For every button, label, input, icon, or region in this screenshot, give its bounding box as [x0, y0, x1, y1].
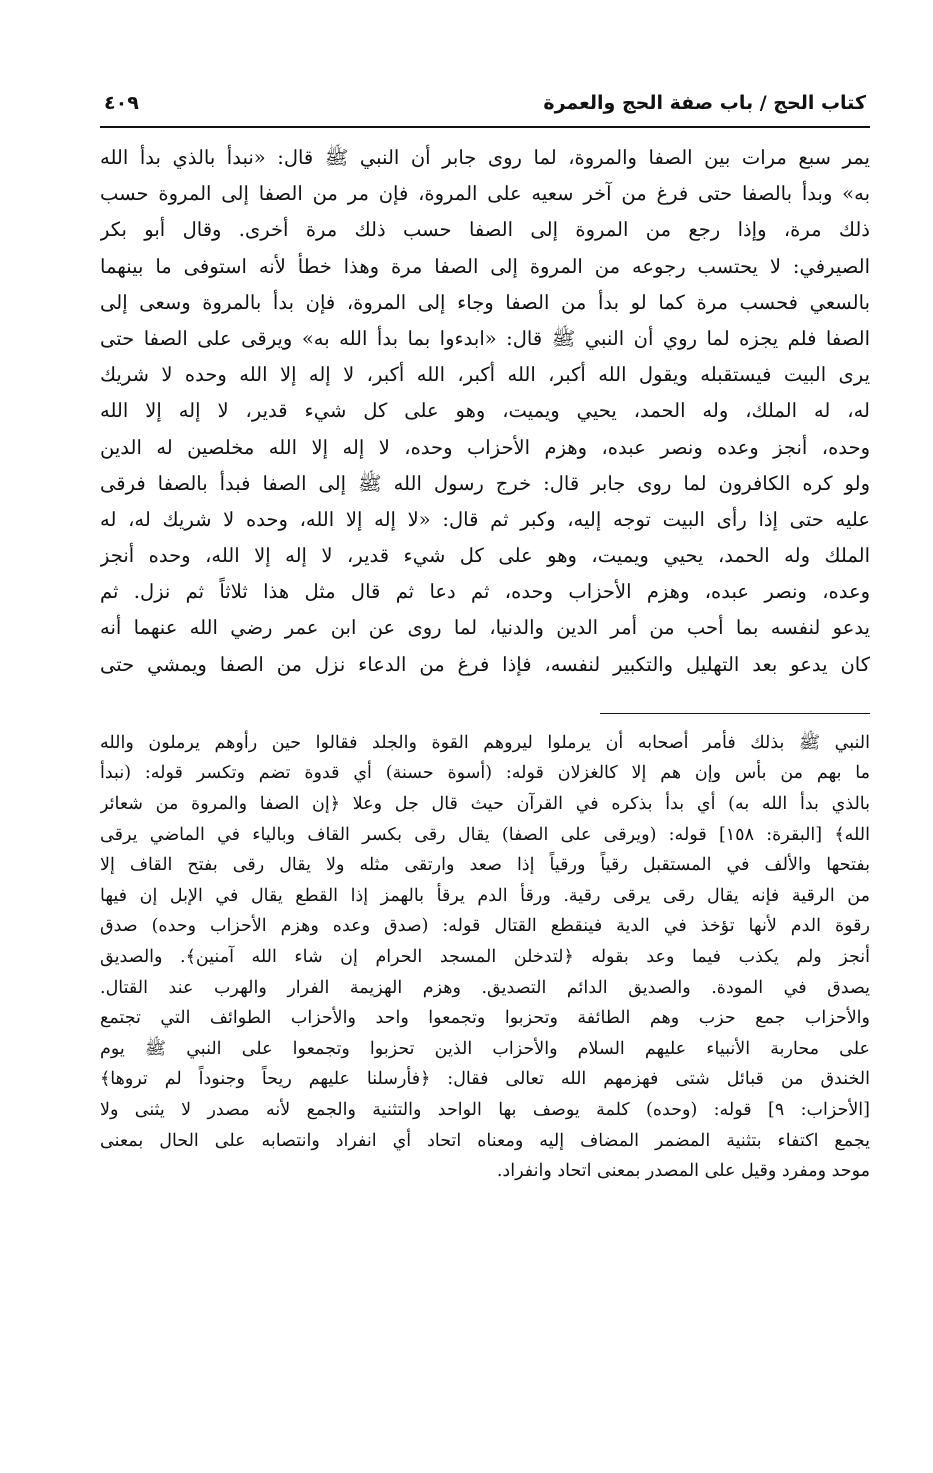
main-text-line: ولو كره الكافرون لما روى جابر قال: خرج رسول الله ﷺ إلى الصفا فبدأ بالصفا فرقى — [100, 471, 870, 495]
footnote-line: يصدق في المودة. والصديق الدائم التصديق. وهزم الهزيمة الفرار والهرب عند القتال. — [100, 977, 870, 998]
footnotes — [100, 728, 870, 1187]
footnote-line: الخندق من قبائل شتى فهزمهم الله تعالى فقال: ﴿فأرسلنا عليهم ريحاً وجنوداً لم تروها﴾ — [100, 1069, 870, 1090]
footnote-line: على محاربة الأنبياء عليهم السلام والأحزاب الذين تحزبوا وتجمعوا على النبي ﷺ يوم — [100, 1038, 870, 1059]
running-header — [100, 92, 870, 128]
footnote-line: يجمع اكتفاء بتثنية المضمر المضاف إليه ومعناه اتحاد أي انفراد وانتصابه على الحال بمعنى — [100, 1130, 870, 1151]
main-text-line: وحده، أنجز وعده ونصر عبده، وهزم الأحزاب وحده، لا إله إلا الله مخلصين له الدين — [100, 435, 870, 459]
main-text-line: وعده، ونصر عبده، وهزم الأحزاب وحده، ثم دعا ثم قال مثل هذا ثلاثاً ثم نزل. ثم — [100, 580, 870, 604]
main-text-line: يرى البيت فيستقبله ويقول الله أكبر، الله أكبر، الله أكبر، لا إله إلا الله وحده لا شريك — [100, 363, 870, 387]
page-number: ٤٠٩ — [104, 92, 139, 114]
main-text-line: يدعو لنفسه بما أحب من أمر الدين والدنيا، لما روى عن ابن عمر رضي الله عنهما أنه — [100, 616, 870, 640]
chapter-title: كتاب الحج / باب صفة الحج والعمرة — [543, 92, 866, 114]
footnote-line: النبي ﷺ بذلك فأمر أصحابه أن يرملوا ليروهم القوة والجلد فقالوا حين رأوهم يرملون والله — [100, 732, 870, 753]
main-text-line: عليه حتى إذا رأى البيت توجه إليه، وكبر ثم قال: «لا إله إلا الله، وحده لا شريك له، له — [100, 507, 870, 531]
main-text-line: بالسعي فحسب مرة كما لو بدأ من الصفا وجاء إلى المروة، فإن بدأ بالمروة وسعى إلى — [100, 290, 870, 314]
footnote-line: من الرقية فإنه يقال رقى يرقى رقية. ورقأ الدم يرقأ بالهمز إذا القطع يقال في الإبل إن فيها — [100, 885, 870, 906]
main-text-line: يمر سبع مرات بين الصفا والمروة، لما روى جابر أن النبي ﷺ قال: «نبدأ بالذي بدأ الله — [100, 146, 870, 169]
main-text-line: الصفا فلم يجزه لما روي أن النبي ﷺ قال: «ابدءوا بما بدأ الله به» ويرقى على الصفا حتى — [100, 326, 870, 350]
footnote-line: ما بهم من بأس وإن هم إلا كالغزلان قوله: (أسوة حسنة) أي قدوة تضم وتكسر قوله: (نبدأ — [100, 763, 870, 784]
footnote-line: رقوة الدم لأنها تؤخذ في الدية فينقطع القتال قوله: (صدق وعده وهزم الأحزاب وحده) صدق — [100, 916, 870, 937]
footnote-divider — [600, 713, 870, 714]
main-text — [100, 140, 870, 683]
footnote-line: أنجز ولم يكذب فيما وعد بقوله ﴿لتدخلن المسجد الحرام إن شاء الله آمنين﴾. والصديق — [100, 946, 870, 967]
footnote-line: [الأحزاب: ٩] قوله: (وحده) كلمة يوصف بها الواحد والتثنية والجمع لأنه مصدر لا يثنى ولا — [100, 1099, 870, 1120]
main-text-line: ذلك مرة، وإذا رجع من المروة إلى الصفا حسب ذلك مرة أخرى. وقال أبو بكر — [100, 218, 870, 242]
footnote-line: بفتحها والألف في المستقبل رقياً ورقياً إذا صعد وارتقى مثله ولا يقال رقى بفتح القاف إلا — [100, 855, 870, 876]
main-text-line: الصيرفي: لا يحتسب رجوعه من المروة إلى الصفا مرة وهذا خطأ لأنه استوفى ما بينهما — [100, 254, 870, 278]
main-text-line: كان يدعو بعد التهليل والتكبير لنفسه، فإذا فرغ من الدعاء نزل من الصفا ويمشي حتى — [100, 652, 870, 676]
footnote-line: موحد ومفرد وقيل على المصدر بمعنى اتحاد وانفراد. — [496, 1161, 870, 1182]
footnote-line: الله﴾ [البقرة: ١٥٨] قوله: (ويرقى على الصفا) يقال رقى بكسر القاف وبالياء في الماضي يرقى — [100, 824, 870, 845]
main-text-line: الملك وله الحمد، يحيي ويميت، وهو على كل شيء قدير، لا إله إلا الله، وحده أنجز — [100, 544, 870, 568]
main-text-line: له، له الملك، وله الحمد، يحيي ويميت، وهو على كل شيء قدير، لا إله إلا الله — [100, 399, 870, 423]
footnote-line: بالذي بدأ الله به) أي بدأ بذكره في القرآن حيث قال جل وعلا ﴿إن الصفا والمروة من شعائر — [100, 794, 870, 814]
main-text-line: به» وبدأ بالصفا حتى فرغ من آخر سعيه على المروة، فإن مر من الصفا إلى المروة حسب — [100, 182, 870, 206]
book-page — [100, 92, 870, 1187]
footnote-line: والأحزاب جمع حزب وهم الطائفة وتحزبوا وتجمعوا واحد والأحزاب الطوائف التي تجتمع — [100, 1008, 870, 1029]
